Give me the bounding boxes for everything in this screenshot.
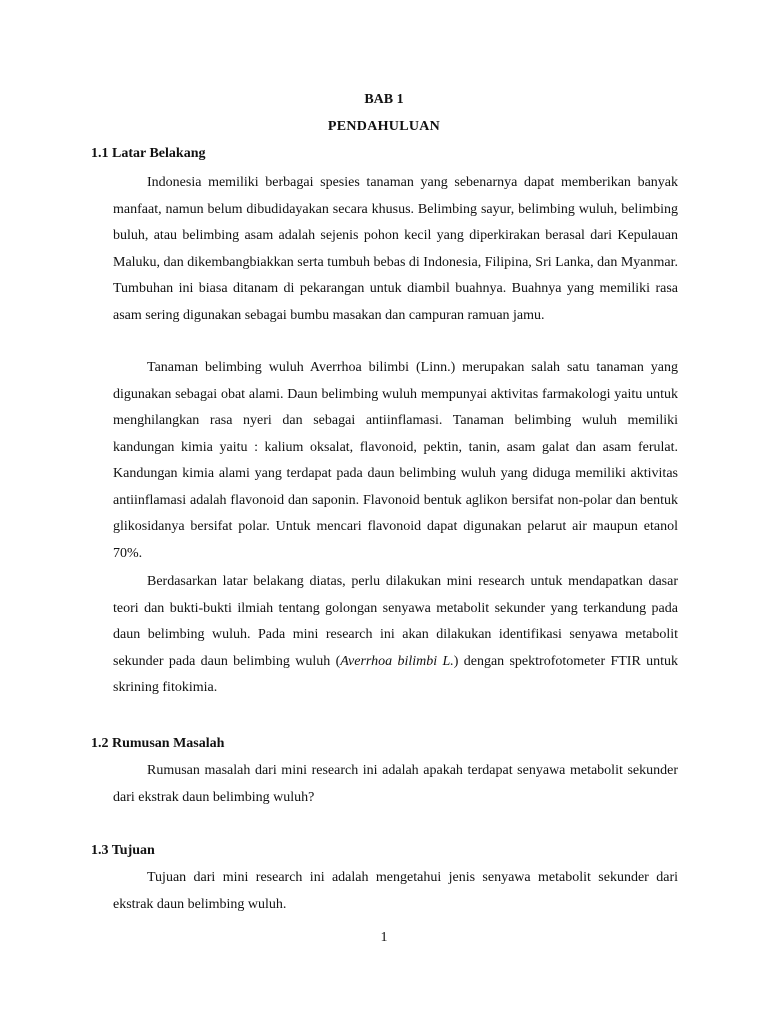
chapter-title: PENDAHULUAN [327, 119, 441, 134]
paragraph-text: Berdasarkan latar belakang diatas, perlu dilakukan mini research untuk mendapatkan dasar teori dan bukti-bukti ilmiah tentang golongan senyawa metabolit sekunder yang terkandung pada daun belimbing wuluh. Pada mini research ini akan dilakukan identifikasi senyawa metabolit sekunder pada daun belimbing wuluh ( [113, 574, 678, 669]
section-heading-rumusan-masalah: 1.2 Rumusan Masalah [91, 736, 225, 751]
section-heading-latar-belakang: 1.1 Latar Belakang [91, 146, 206, 161]
section-heading-tujuan: 1.3 Tujuan [91, 843, 155, 858]
species-name: Averrhoa bilimbi L. [340, 653, 454, 669]
chapter-number: BAB 1 [364, 92, 404, 107]
paragraph-rumusan-masalah: Rumusan masalah dari mini research ini adalah apakah terdapat senyawa metabolit sekunder dari ekstrak daun belimbing wuluh? [113, 763, 678, 805]
paragraph-tujuan: Tujuan dari mini research ini adalah mengetahui jenis senyawa metabolit sekunder dari ekstrak daun belimbing wuluh. [113, 870, 678, 912]
page-number: 1 [380, 930, 388, 945]
paragraph-latar-belakang-2: Tanaman belimbing wuluh Averrhoa bilimbi (Linn.) merupakan salah satu tanaman yang digunakan sebagai obat alami. Daun belimbing wuluh mempunyai aktivitas farmakologi yaitu untuk menghilangkan rasa nyeri dan sebagai antiinflamasi. Tanaman belimbing wuluh memiliki kandungan kimia yaitu : kalium oksalat, flavonoid, pektin, tanin, asam galat dan asam ferulat. Kandungan kimia alami yang terdapat pada daun belimbing wuluh yang diduga memiliki aktivitas antiinflamasi adalah flavonoid dan saponin. Flavonoid bentuk aglikon bersifat non-polar dan bentuk glikosidanya bersifat polar. Untuk mencari flavonoid dapat digunakan pelarut air maupun etanol 70%. [113, 360, 678, 561]
paragraph-text: ) dengan spektrofotometer FTIR untuk skrining fitokimia. [113, 653, 678, 695]
paragraph-latar-belakang-3 [113, 569, 678, 702]
paragraph-latar-belakang-1: Indonesia memiliki berbagai spesies tanaman yang sebenarnya dapat memberikan banyak manfaat, namun belum dibudidayakan secara khusus. Belimbing sayur, belimbing wuluh, belimbing buluh, atau belimbing asam adalah sejenis pohon kecil yang diperkirakan berasal dari Kepulauan Maluku, dan dikembangbiakkan serta tumbuh bebas di Indonesia, Filipina, Sri Lanka, dan Myanmar. Tumbuhan ini biasa ditanam di pekarangan untuk diambil buahnya. Buahnya yang memiliki rasa asam sering digunakan sebagai bumbu masakan dan campuran ramuan jamu. [113, 175, 678, 323]
